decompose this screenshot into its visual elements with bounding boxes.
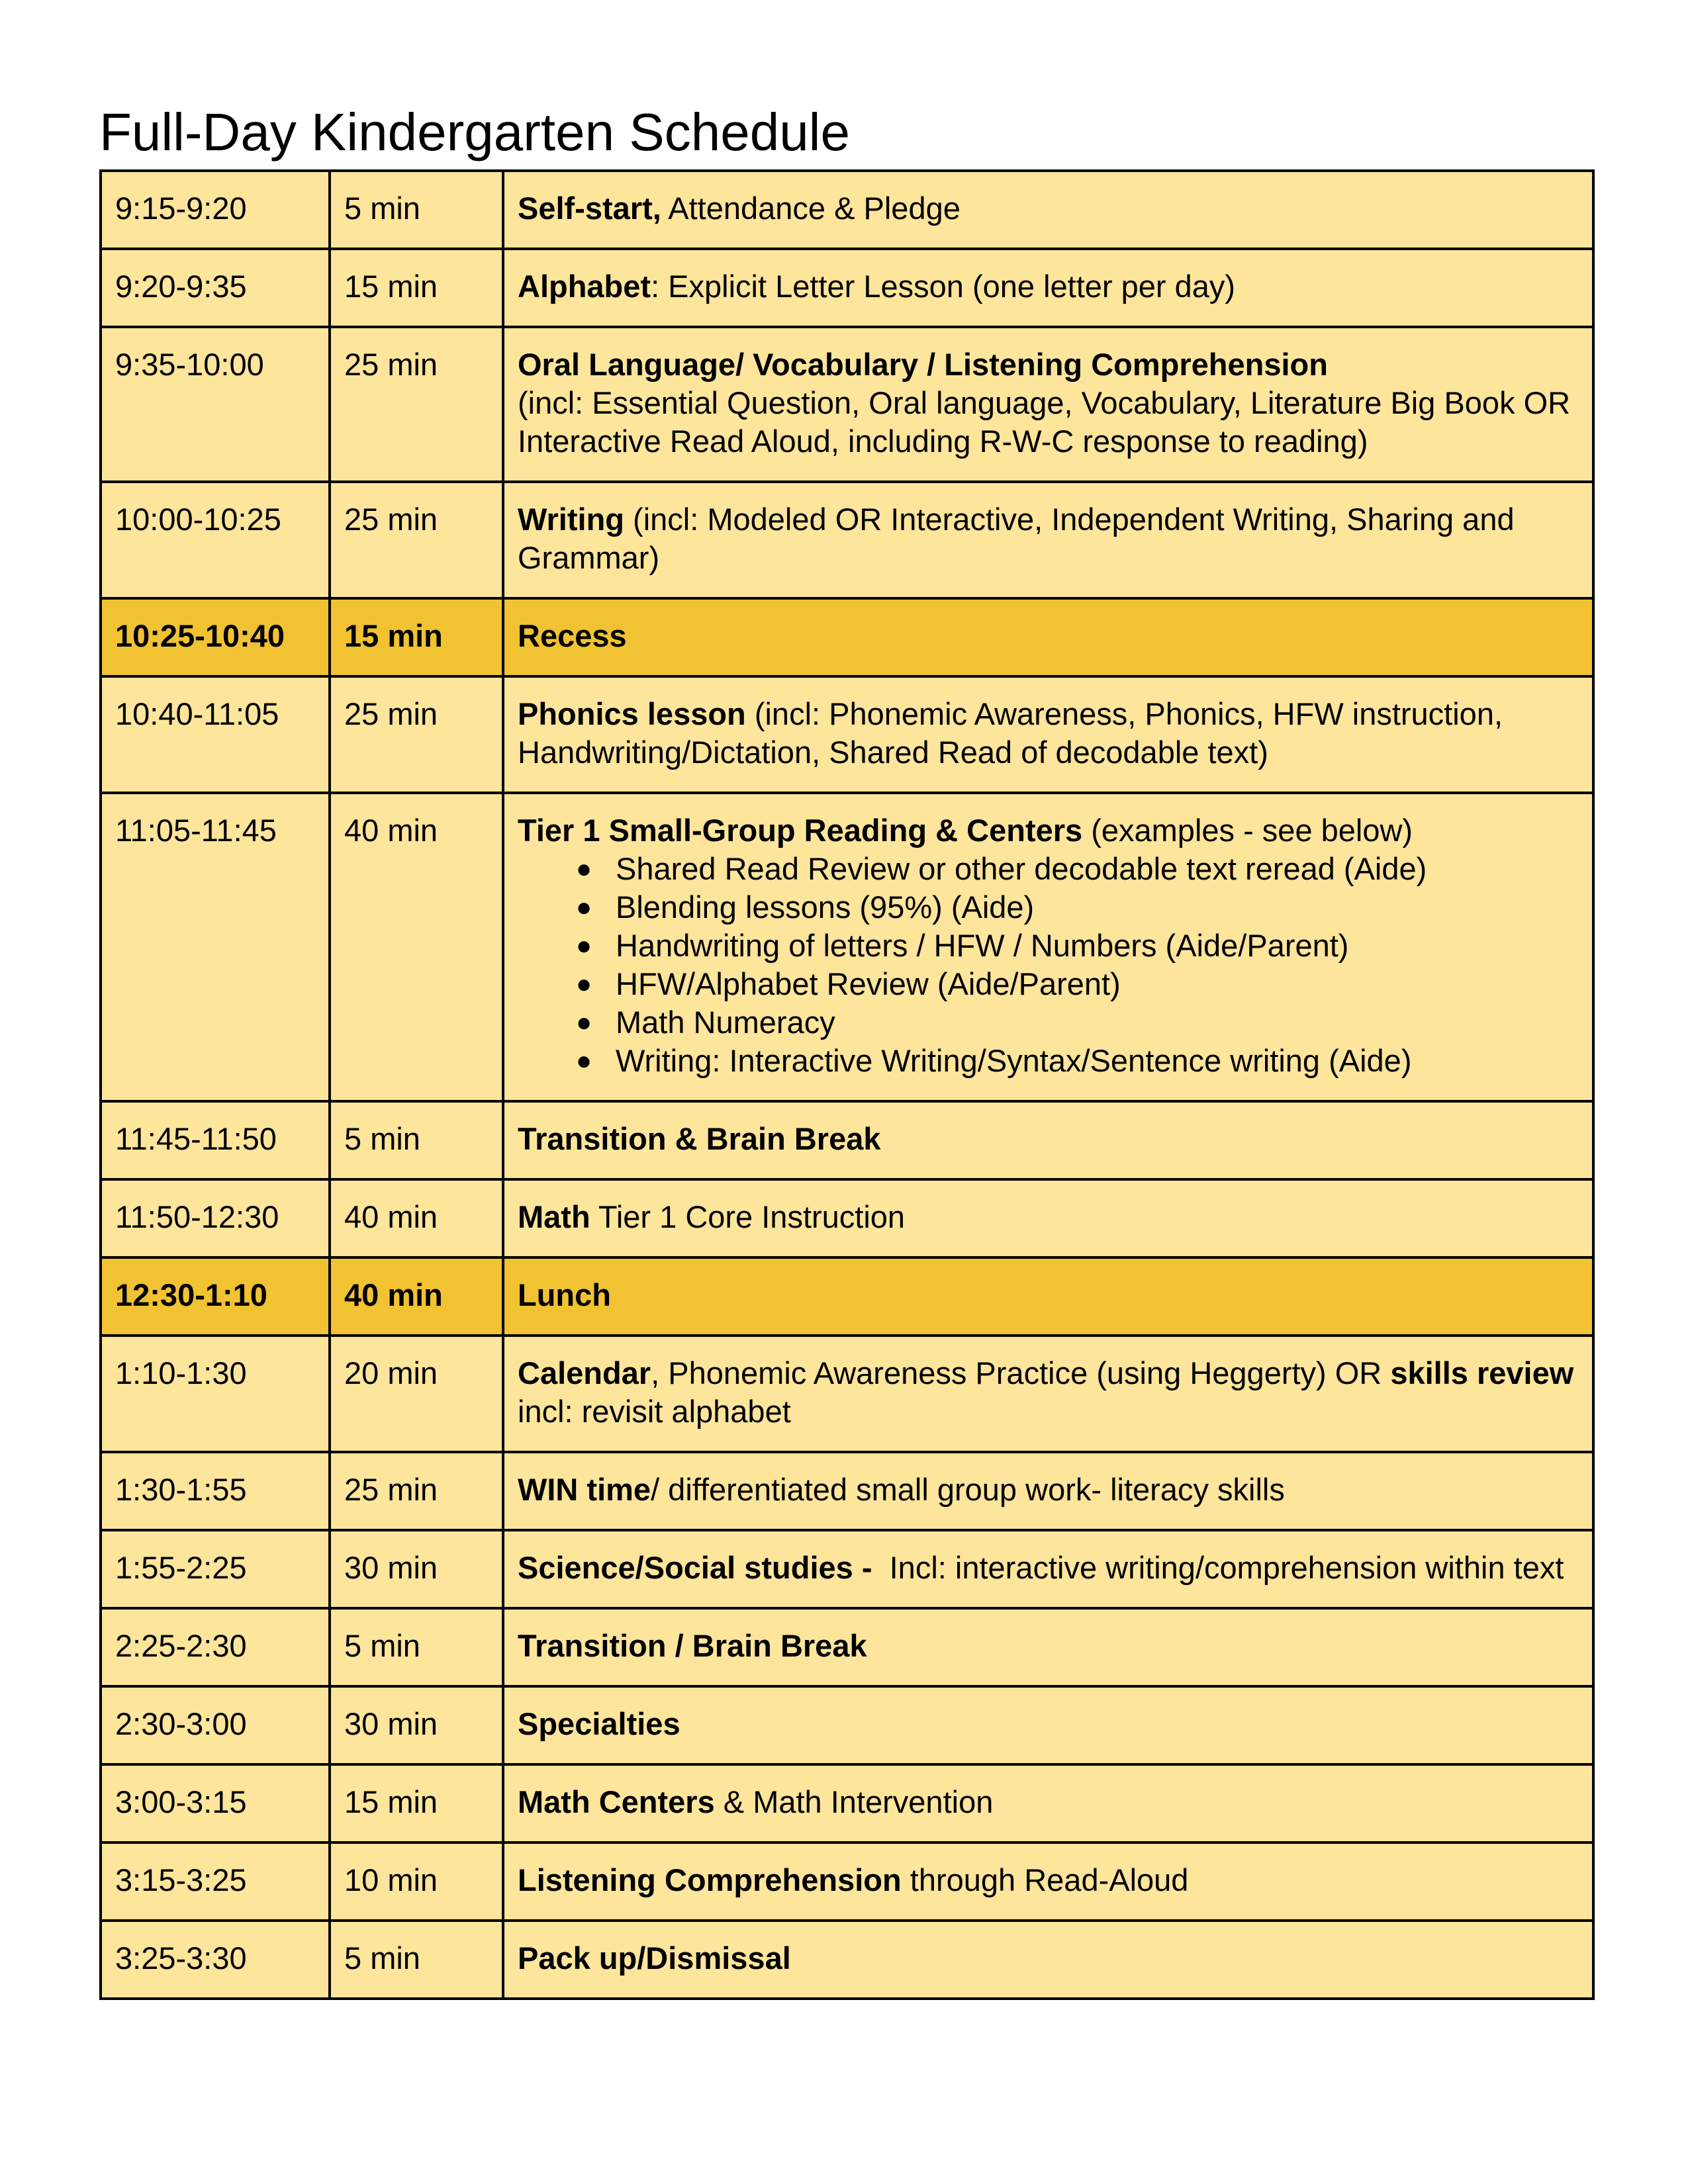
activity-cell <box>503 327 1593 482</box>
time-cell: 10:25-10:40 <box>101 598 330 676</box>
duration-cell: 20 min <box>330 1336 503 1452</box>
time-cell: 1:30-1:55 <box>101 1452 330 1530</box>
time-cell: 2:30-3:00 <box>101 1686 330 1764</box>
activity-title: Math <box>518 1199 590 1234</box>
activity-cell <box>503 1336 1593 1452</box>
activity-cell <box>503 249 1593 327</box>
list-item: ● Math Numeracy <box>616 1003 1579 1042</box>
activity-cell <box>503 598 1593 676</box>
time-cell: 11:05-11:45 <box>101 793 330 1101</box>
table-row <box>101 1101 1593 1179</box>
activity-details: Incl: interactive writing/comprehension within text <box>872 1550 1564 1585</box>
table-row <box>101 1764 1593 1843</box>
schedule-table <box>99 169 1595 2000</box>
table-row <box>101 676 1593 793</box>
table-row <box>101 249 1593 327</box>
time-cell: 3:25-3:30 <box>101 1921 330 1999</box>
activity-details-secondary: incl: revisit alphabet <box>518 1394 791 1429</box>
activity-details: Attendance & Pledge <box>661 191 961 226</box>
duration-cell: 25 min <box>330 676 503 793</box>
activity-details: & Math Intervention <box>714 1784 994 1819</box>
activity-details: (incl: Phonemic Awareness, Phonics, HFW instruction, Handwriting/Dictation, Shared Read of decodable text) <box>518 696 1503 770</box>
activity-cell <box>503 1686 1593 1764</box>
activity-cell <box>503 1921 1593 1999</box>
time-cell: 1:55-2:25 <box>101 1530 330 1608</box>
table-row <box>101 1336 1593 1452</box>
activity-details: through Read-Aloud <box>901 1862 1189 1897</box>
duration-cell: 5 min <box>330 1101 503 1179</box>
duration-cell: 30 min <box>330 1530 503 1608</box>
table-row <box>101 1530 1593 1608</box>
activity-details: , Phonemic Awareness Practice (using Heggerty) OR <box>651 1355 1391 1390</box>
activity-cell <box>503 1530 1593 1608</box>
activity-title: Self-start, <box>518 191 661 226</box>
document-title: Full-Day Kindergarten Schedule <box>99 103 850 161</box>
activity-title: Transition / Brain Break <box>518 1628 867 1663</box>
duration-cell: 5 min <box>330 1608 503 1686</box>
table-row-lunch <box>101 1257 1593 1336</box>
list-item: ● Handwriting of letters / HFW / Numbers (Aide/Parent) <box>616 927 1579 965</box>
activity-title: Writing <box>518 502 624 537</box>
activity-title: Listening Comprehension <box>518 1862 902 1897</box>
activity-title: Math Centers <box>518 1784 715 1819</box>
activity-cell <box>503 482 1593 598</box>
duration-cell: 25 min <box>330 482 503 598</box>
activity-cell <box>503 676 1593 793</box>
time-cell: 2:25-2:30 <box>101 1608 330 1686</box>
duration-cell: 25 min <box>330 1452 503 1530</box>
table-row <box>101 1686 1593 1764</box>
activity-title: Science/Social studies - <box>518 1550 872 1585</box>
time-cell: 3:00-3:15 <box>101 1764 330 1843</box>
duration-cell: 40 min <box>330 1257 503 1336</box>
activity-title: Lunch <box>518 1277 611 1312</box>
activity-details: (examples - see below) <box>1082 813 1413 848</box>
table-row <box>101 1452 1593 1530</box>
time-cell: 9:15-9:20 <box>101 171 330 249</box>
duration-cell: 40 min <box>330 1179 503 1257</box>
activity-title: Pack up/Dismissal <box>518 1940 791 1976</box>
activity-details: (incl: Modeled OR Interactive, Independent Writing, Sharing and Grammar) <box>518 502 1515 575</box>
activity-title: WIN time <box>518 1472 651 1507</box>
time-cell: 1:10-1:30 <box>101 1336 330 1452</box>
table-row <box>101 1179 1593 1257</box>
time-cell: 10:00-10:25 <box>101 482 330 598</box>
list-item: ● Shared Read Review or other decodable text reread (Aide) <box>616 850 1579 888</box>
activity-title: Alphabet <box>518 269 651 304</box>
table-row <box>101 1608 1593 1686</box>
time-cell: 10:40-11:05 <box>101 676 330 793</box>
activity-details: / differentiated small group work- literacy skills <box>651 1472 1285 1507</box>
table-row <box>101 482 1593 598</box>
time-cell: 3:15-3:25 <box>101 1843 330 1921</box>
list-item: ● Writing: Interactive Writing/Syntax/Sentence writing (Aide) <box>616 1042 1579 1080</box>
table-row <box>101 793 1593 1101</box>
table-row-recess <box>101 598 1593 676</box>
table-row <box>101 327 1593 482</box>
activity-cell <box>503 793 1593 1101</box>
activity-cell <box>503 1452 1593 1530</box>
time-cell: 11:45-11:50 <box>101 1101 330 1179</box>
duration-cell: 15 min <box>330 1764 503 1843</box>
activity-cell <box>503 1608 1593 1686</box>
duration-cell: 15 min <box>330 598 503 676</box>
activity-title: Recess <box>518 618 627 653</box>
list-item: ● HFW/Alphabet Review (Aide/Parent) <box>616 965 1579 1003</box>
table-row <box>101 171 1593 249</box>
duration-cell: 10 min <box>330 1843 503 1921</box>
time-cell: 11:50-12:30 <box>101 1179 330 1257</box>
activity-cell <box>503 1179 1593 1257</box>
activity-cell <box>503 1101 1593 1179</box>
activity-cell <box>503 171 1593 249</box>
activity-title: Oral Language/ Vocabulary / Listening Comprehension <box>518 347 1328 382</box>
time-cell: 12:30-1:10 <box>101 1257 330 1336</box>
activity-title: Phonics lesson <box>518 696 746 731</box>
activity-title: Tier 1 Small-Group Reading & Centers <box>518 813 1083 848</box>
activity-cell <box>503 1257 1593 1336</box>
activity-details: : Explicit Letter Lesson (one letter per day) <box>651 269 1236 304</box>
duration-cell: 40 min <box>330 793 503 1101</box>
centers-list <box>518 850 1579 1080</box>
activity-title-secondary: skills review <box>1390 1355 1574 1390</box>
activity-details: (incl: Essential Question, Oral language, Vocabulary, Literature Big Book OR Interactive Read Aloud, including R-W-C response to reading) <box>518 385 1571 459</box>
duration-cell: 5 min <box>330 171 503 249</box>
duration-cell: 15 min <box>330 249 503 327</box>
table-row <box>101 1921 1593 1999</box>
list-item: ● Blending lessons (95%) (Aide) <box>616 888 1579 927</box>
duration-cell: 5 min <box>330 1921 503 1999</box>
time-cell: 9:35-10:00 <box>101 327 330 482</box>
activity-cell <box>503 1843 1593 1921</box>
activity-details: Tier 1 Core Instruction <box>590 1199 906 1234</box>
activity-cell <box>503 1764 1593 1843</box>
duration-cell: 25 min <box>330 327 503 482</box>
time-cell: 9:20-9:35 <box>101 249 330 327</box>
activity-title: Specialties <box>518 1706 680 1741</box>
activity-title: Calendar <box>518 1355 651 1390</box>
activity-title: Transition & Brain Break <box>518 1121 881 1156</box>
table-row <box>101 1843 1593 1921</box>
duration-cell: 30 min <box>330 1686 503 1764</box>
